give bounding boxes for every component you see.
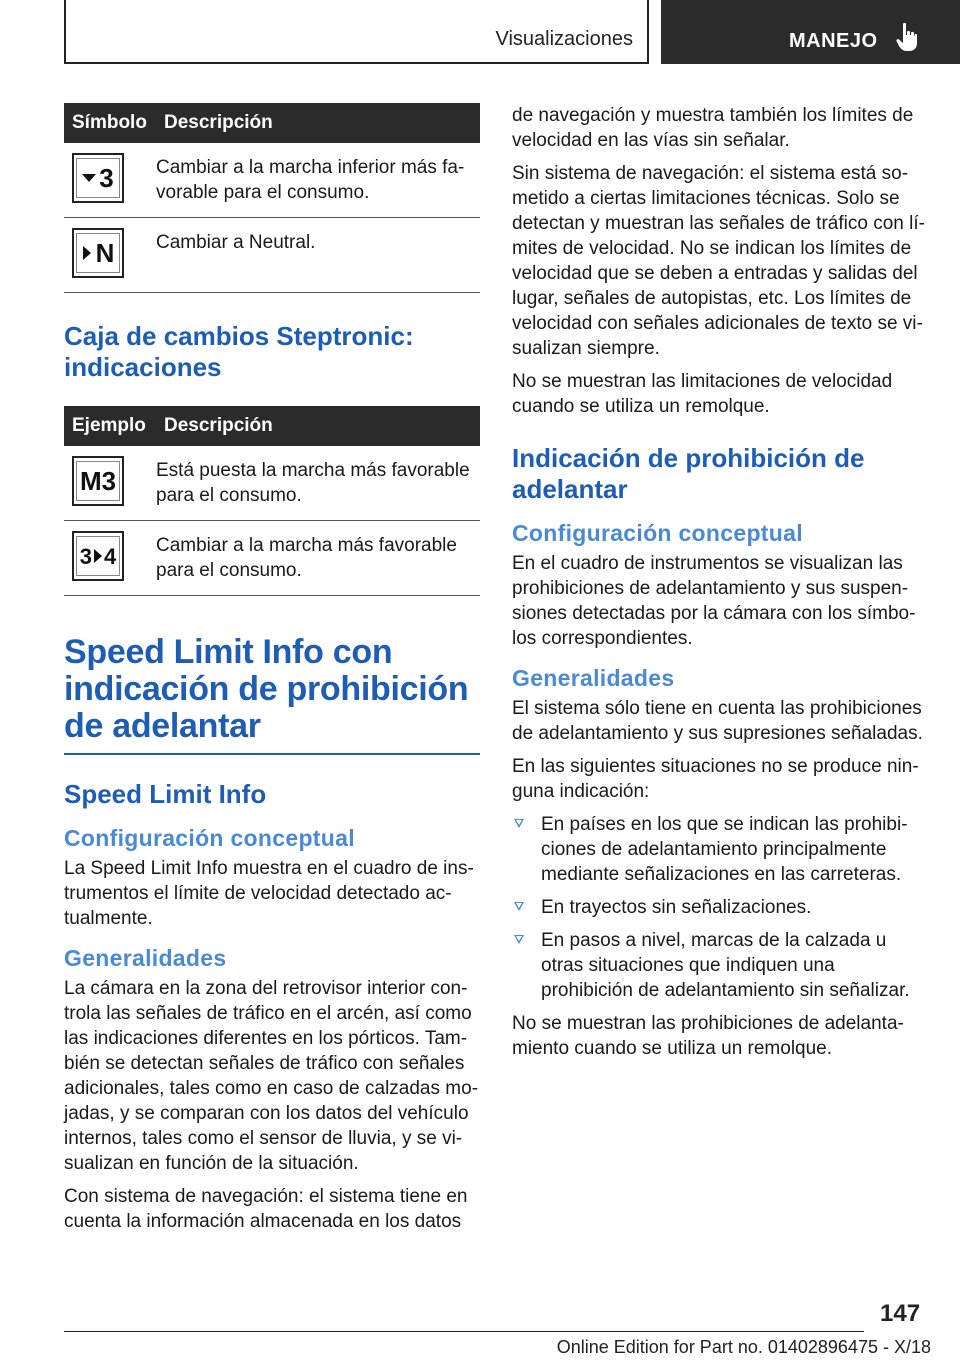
arrow-right-icon xyxy=(93,549,103,563)
general-paragraph: No se muestran las limitaciones de velocidad cuando se utiliza un remolque. xyxy=(512,371,893,417)
page-number: 147 xyxy=(880,1300,921,1327)
general-paragraph: No se muestran las prohibiciones de adelantamiento cuando se utiliza un remolque. xyxy=(512,1013,904,1059)
triangle-bullet-icon xyxy=(514,819,524,828)
triangle-bullet-icon xyxy=(514,902,524,911)
bullet-list xyxy=(512,812,928,1003)
general-paragraph: En las siguientes situaciones no se produce ninguna indicación: xyxy=(512,756,919,802)
row-description: Está puesta la marcha más favorable para el consumo. xyxy=(156,446,480,521)
general-paragraph: El sistema sólo tiene en cuenta las prohibiciones de adelantamiento y sus supresiones señaladas. xyxy=(512,698,923,744)
general-paragraph-continued: de navegación y muestra también los límites de velocidad en las vías sin señalar. xyxy=(512,105,914,151)
concept-text: En el cuadro de instrumentos se visualizan las prohibiciones de adelantamiento y sus suspensiones detectadas por la cámara con los símbolos correspondientes. xyxy=(512,553,916,649)
row-description: Cambiar a la marcha más favorable para el consumo. xyxy=(156,521,480,596)
list-item: En pasos a nivel, marcas de la calzada u otras situaciones que indiquen una prohibición de adelantamiento sin señalizar. xyxy=(512,928,928,1003)
table-row xyxy=(64,521,480,596)
gear-3-to-4-icon xyxy=(72,531,124,581)
arrow-down-icon xyxy=(82,173,96,183)
concept-text: La Speed Limit Info muestra en el cuadro de instrumentos el límite de velocidad detectado actualmente. xyxy=(64,858,474,929)
footer-edition: Online Edition for Part no. 01402896475 - X/18 xyxy=(556,1337,931,1357)
gear-m3-icon xyxy=(72,456,124,506)
table-header-description: Descripción xyxy=(156,103,480,143)
general-paragraph: Sin sistema de navegación: el sistema está sometido a ciertas limitaciones técnicas. Solo se detectan y muestran las señales de tráfico con límites de velocidad. No se indican los límites de velocidad que se deben a entradas y salidas del lugar, señales de autopistas, etc. Los límites de velocidad con señales adicionales de texto se visualizan siempre. xyxy=(512,163,925,359)
overtaking-heading: Indicación de prohibición de adelantar xyxy=(512,443,865,504)
header-chapter-title: MANEJO xyxy=(789,30,878,52)
right-column xyxy=(512,103,928,1061)
left-column xyxy=(64,103,480,1234)
table-header-symbol: Símbolo xyxy=(64,103,156,143)
list-item: En países en los que se indican las prohibiciones de adelantamiento principalmente mediante señalizaciones en las carreteras. xyxy=(512,812,928,887)
row-description: Cambiar a Neutral. xyxy=(156,218,480,293)
symbol-text: N xyxy=(95,237,115,268)
row-description: Cambiar a la marcha inferior más favorable para el consumo. xyxy=(156,143,480,218)
symbol-table xyxy=(64,103,480,293)
general-heading: Generalidades xyxy=(512,665,675,691)
table-row xyxy=(64,446,480,521)
gear-down-3-icon xyxy=(72,153,124,203)
example-table xyxy=(64,406,480,596)
steptronic-heading: Caja de cambios Steptronic: indicaciones xyxy=(64,321,414,382)
general-heading: Generalidades xyxy=(64,945,227,971)
triangle-bullet-icon xyxy=(514,935,524,944)
hand-pointer-icon xyxy=(896,22,918,52)
main-heading: Speed Limit Info con indicación de prohibición de adelantar xyxy=(64,633,469,745)
footer-rule xyxy=(64,1331,864,1332)
gear-neutral-icon xyxy=(72,228,124,278)
header-section-box xyxy=(64,0,649,64)
symbol-text: 3 xyxy=(79,543,92,569)
table-row xyxy=(64,143,480,218)
table-header-example: Ejemplo xyxy=(64,406,156,446)
table-row xyxy=(64,218,480,293)
general-paragraph: La cámara en la zona del retrovisor interior controla las señales de tráfico en el arcén, así como las indicaciones diferentes en los pórticos. También se detectan señales de tráfico con señales adicionales, tales como en caso de calzadas mojadas, y se comparan con los datos del vehículo internos, tales como el sensor de lluvia, y se visualizan en función de la situación. xyxy=(64,978,479,1174)
list-item: En trayectos sin señalizaciones. xyxy=(512,895,928,920)
speed-limit-info-heading: Speed Limit Info xyxy=(64,779,267,809)
symbol-text: 3 xyxy=(99,162,114,193)
concept-heading: Configuración conceptual xyxy=(512,520,803,546)
symbol-text: 4 xyxy=(104,543,117,569)
arrow-right-icon xyxy=(82,246,92,260)
concept-heading: Configuración conceptual xyxy=(64,825,355,851)
header-section-title: Visualizaciones xyxy=(495,28,633,50)
header-chapter-tab xyxy=(661,0,960,64)
general-paragraph: Con sistema de navegación: el sistema tiene en cuenta la información almacenada en los datos xyxy=(64,1186,468,1232)
table-header-description: Descripción xyxy=(156,406,480,446)
symbol-text: M3 xyxy=(79,465,117,496)
